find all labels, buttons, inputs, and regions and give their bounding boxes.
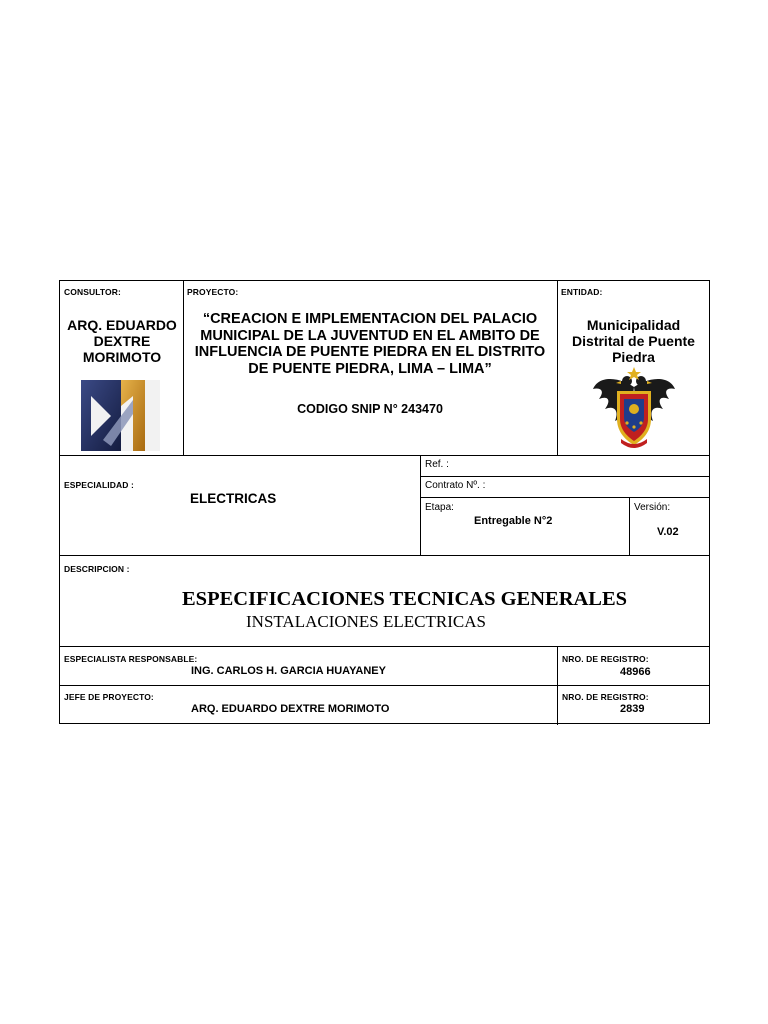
consultor-label: CONSULTOR:: [64, 287, 121, 297]
especialista-registro-label: NRO. DE REGISTRO:: [562, 654, 649, 664]
especialista-label: ESPECIALISTA RESPONSABLE:: [64, 654, 198, 664]
divider: [557, 646, 558, 725]
proyecto-label: PROYECTO:: [187, 287, 239, 297]
ref-label: Ref. :: [425, 459, 449, 470]
especialidad-label: ESPECIALIDAD :: [64, 480, 134, 490]
consultor-name: ARQ. EDUARDO DEXTRE MORIMOTO: [67, 317, 177, 365]
divider: [183, 281, 184, 456]
etapa-value: Entregable N°2: [474, 515, 553, 527]
consultant-logo-icon: [81, 380, 160, 451]
jefe-name: ARQ. EDUARDO DEXTRE MORIMOTO: [191, 703, 390, 715]
divider: [60, 646, 709, 647]
especialista-registro: 48966: [620, 666, 651, 678]
municipal-crest-icon: [591, 367, 677, 449]
version-label: Versión:: [634, 502, 671, 513]
jefe-registro-label: NRO. DE REGISTRO:: [562, 692, 649, 702]
divider: [60, 685, 709, 686]
snip-code: CODIGO SNIP N° 243470: [297, 402, 443, 416]
divider: [60, 455, 709, 456]
divider: [629, 497, 630, 556]
jefe-label: JEFE DE PROYECTO:: [64, 692, 154, 702]
entidad-label: ENTIDAD:: [561, 287, 603, 297]
divider: [60, 555, 709, 556]
etapa-label: Etapa:: [425, 502, 454, 513]
divider: [557, 281, 558, 456]
descripcion-label: DESCRIPCION :: [64, 564, 130, 574]
jefe-registro: 2839: [620, 703, 645, 715]
divider: [420, 476, 710, 477]
descripcion-title: ESPECIFICACIONES TECNICAS GENERALES: [182, 588, 628, 610]
descripcion-subtitle: INSTALACIONES ELECTRICAS: [246, 612, 486, 631]
divider: [420, 455, 421, 556]
version-value: V.02: [657, 526, 679, 538]
entidad-name: Municipalidad Distrital de Puente Piedra: [572, 317, 695, 365]
title-block: [59, 280, 710, 724]
proyecto-title: “CREACION E IMPLEMENTACION DEL PALACIO MUNICIPAL DE LA JUVENTUD EN EL AMBITO DE INFLUENCIA DE PUENTE PIEDRA EN EL DISTRITO DE PUENTE PIEDRA, LIMA – LIMA”: [194, 311, 546, 377]
especialista-name: ING. CARLOS H. GARCIA HUAYANEY: [191, 665, 386, 677]
contrato-label: Contrato Nº. :: [425, 480, 486, 491]
especialidad-value: ELECTRICAS: [190, 491, 277, 506]
divider: [420, 497, 710, 498]
